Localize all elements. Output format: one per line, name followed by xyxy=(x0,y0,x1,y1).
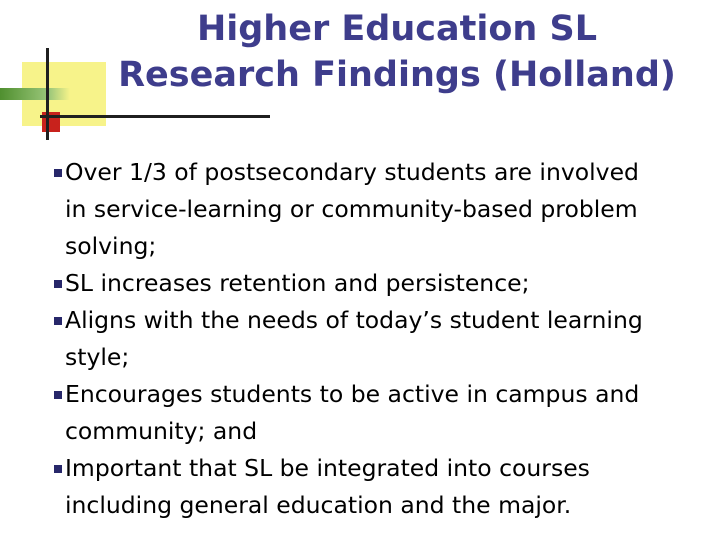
bullet-item xyxy=(52,154,682,265)
bullet-square-icon xyxy=(52,280,65,288)
bullet-square-icon xyxy=(52,465,65,473)
bullet-text: Over 1/3 of postsecondary students are involved in service-learning or community-based problem solving; xyxy=(65,158,639,260)
bullet-item xyxy=(52,265,682,302)
decorative-vertical-line xyxy=(46,48,49,140)
bullet-text: Encourages students to be active in campus and community; and xyxy=(65,380,640,445)
bullet-text: Important that SL be integrated into courses including general education and the major. xyxy=(65,454,590,519)
bullet-square-icon xyxy=(52,169,65,177)
decorative-green-bar xyxy=(0,88,70,100)
bullet-square-icon xyxy=(52,317,65,325)
decorative-horizontal-line xyxy=(40,115,270,118)
slide-title-line-2: Research Findings (Holland) xyxy=(118,55,676,95)
bullet-text: SL increases retention and persistence; xyxy=(65,269,530,297)
bullet-list xyxy=(52,154,682,524)
slide-title-line-1: Higher Education SL xyxy=(196,9,598,49)
bullet-text: Aligns with the needs of today’s student learning style; xyxy=(65,306,643,371)
bullet-item xyxy=(52,376,682,450)
slide-title xyxy=(112,6,682,98)
bullet-item xyxy=(52,302,682,376)
bullet-square-icon xyxy=(52,391,65,399)
bullet-item xyxy=(52,450,682,524)
